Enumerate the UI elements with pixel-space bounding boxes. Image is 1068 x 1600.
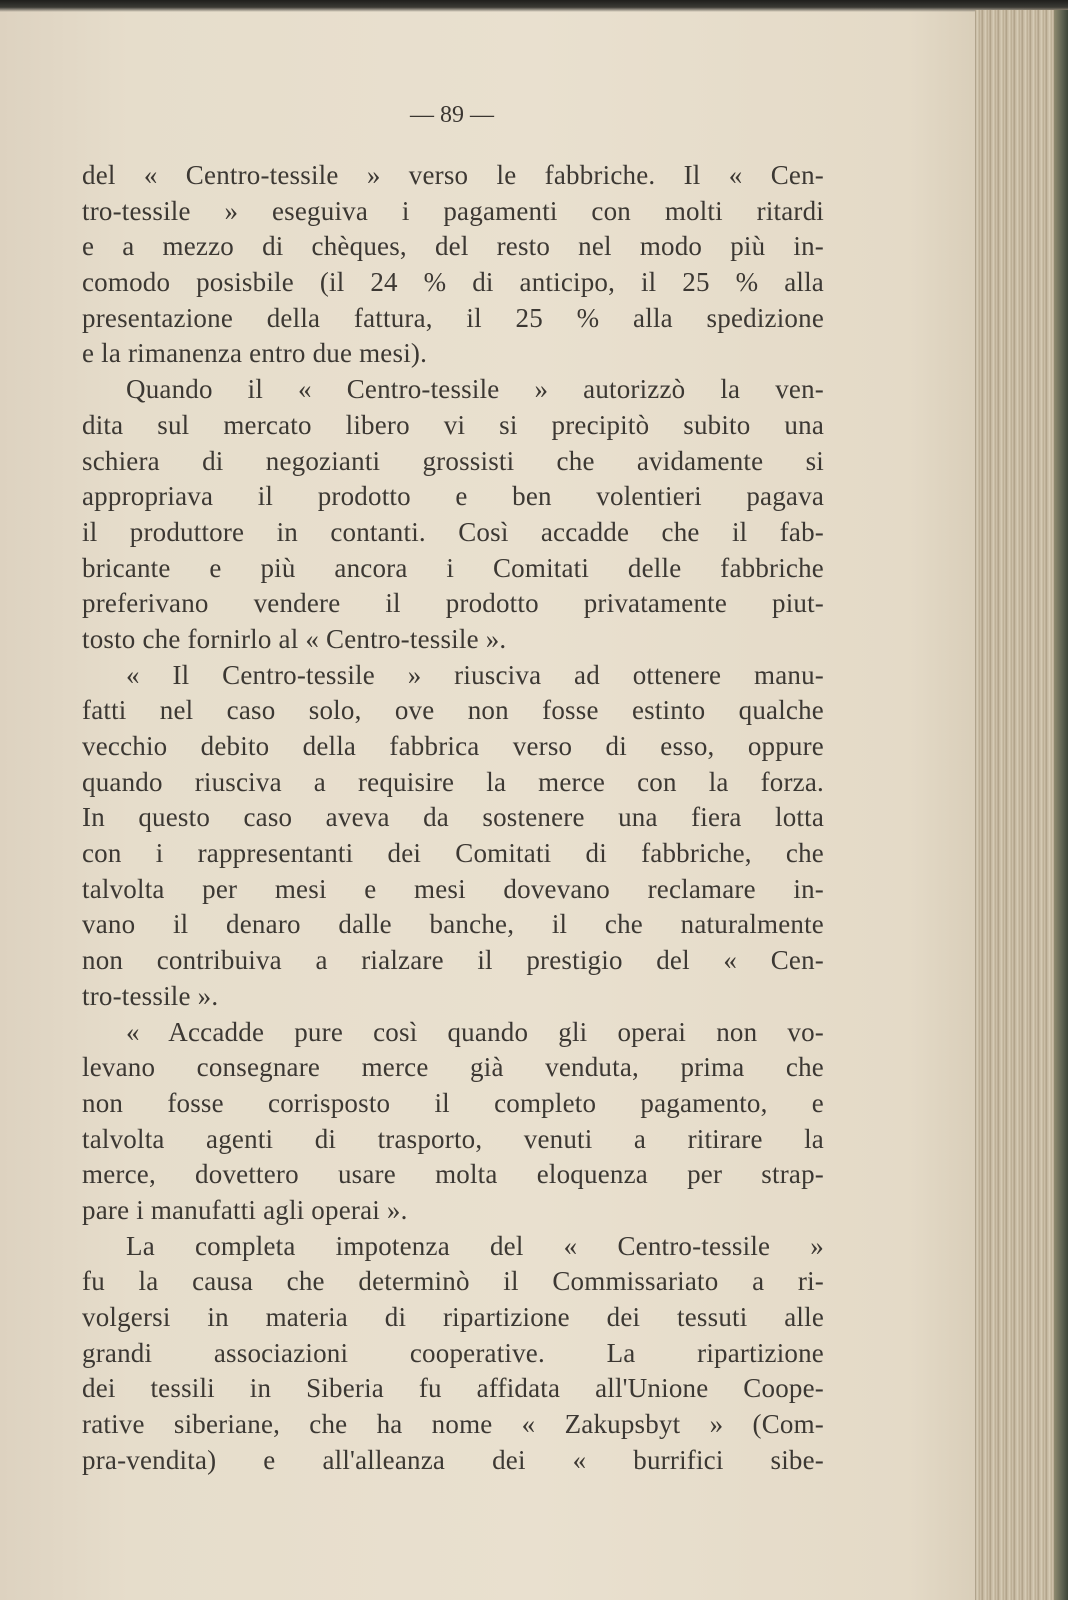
text-line: levano consegnare merce già venduta, prima che [82, 1052, 824, 1083]
body-text [82, 158, 824, 1478]
text-line: volgersi in materia di ripartizione dei tessuti alle [82, 1302, 824, 1332]
text-line: del « Centro-tessile » verso le fabbriche. Il « Cen- [82, 160, 824, 190]
text-line: fu la causa che determinò il Commissariato a ri- [82, 1266, 824, 1297]
text-line: talvolta agenti di trasporto, venuti a ritirare la [82, 1123, 824, 1154]
text-line: bricante e più ancora i Comitati delle fabbriche [82, 552, 824, 583]
text-line: con i rappresentanti dei Comitati di fabbriche, che [82, 838, 824, 869]
text-line: schiera di negozianti grossisti che avidamente si [82, 445, 824, 476]
text-line: pra-vendita) e all'alleanza dei « burrifici sibe- [82, 1444, 824, 1475]
text-line: merce, dovettero usare molta eloquenza per strap- [82, 1159, 824, 1190]
text-line: « Il Centro-tessile » riusciva ad ottenere manu- [126, 659, 824, 690]
text-line: pare i manufatti agli operai ». [82, 1194, 408, 1225]
text-line: tosto che fornirlo al « Centro-tessile ». [82, 623, 507, 654]
text-line: talvolta per mesi e mesi dovevano reclamare in- [82, 873, 824, 904]
text-line: non contribuiva a rialzare il prestigio del « Cen- [82, 945, 824, 976]
text-line: vecchio debito della fabbrica verso di esso, oppure [82, 731, 824, 761]
text-line: La completa impotenza del « Centro-tessile » [126, 1230, 824, 1261]
text-line: comodo posisbile (il 24 % di anticipo, il 25 % alla [82, 267, 824, 298]
text-line: e la rimanenza entro due mesi). [82, 338, 428, 369]
text-line: appropriava il prodotto e ben volentieri pagava [82, 481, 824, 512]
book-top-edge [0, 0, 1068, 12]
text-line: dita sul mercato libero vi si precipitò subito una [82, 409, 824, 440]
text-line: preferivano vendere il prodotto privatamente piut- [82, 588, 824, 619]
text-line: tro-tessile » eseguiva i pagamenti con molti ritardi [82, 195, 824, 226]
text-line: In questo caso aveva da sostenere una fiera lotta [82, 802, 824, 833]
text-line: quando riusciva a requisire la merce con la forza. [82, 766, 824, 797]
text-line: vano il denaro dalle banche, il che naturalmente [82, 909, 824, 940]
text-line: Quando il « Centro-tessile » autorizzò la ven- [126, 374, 824, 405]
text-line: non fosse corrisposto il completo pagamento, e [82, 1087, 824, 1118]
text-line: il produttore in contanti. Così accadde che il fab- [82, 516, 824, 547]
book-spine-edge [1054, 10, 1068, 1600]
text-line: rative siberiane, che ha nome « Zakupsbyt » (Com- [82, 1409, 824, 1440]
page-number: — 89 — [410, 102, 494, 128]
text-line: « Accadde pure così quando gli operai non vo- [126, 1016, 824, 1047]
text-line: fatti nel caso solo, ove non fosse estinto qualche [82, 695, 824, 726]
text-line: grandi associazioni cooperative. La ripartizione [82, 1337, 824, 1368]
text-line: tro-tessile ». [82, 980, 219, 1011]
text-line: dei tessili in Siberia fu affidata all'Unione Coope- [82, 1373, 824, 1404]
text-line: presentazione della fattura, il 25 % alla spedizione [82, 302, 824, 333]
text-line: e a mezzo di chèques, del resto nel modo più in- [82, 231, 824, 262]
